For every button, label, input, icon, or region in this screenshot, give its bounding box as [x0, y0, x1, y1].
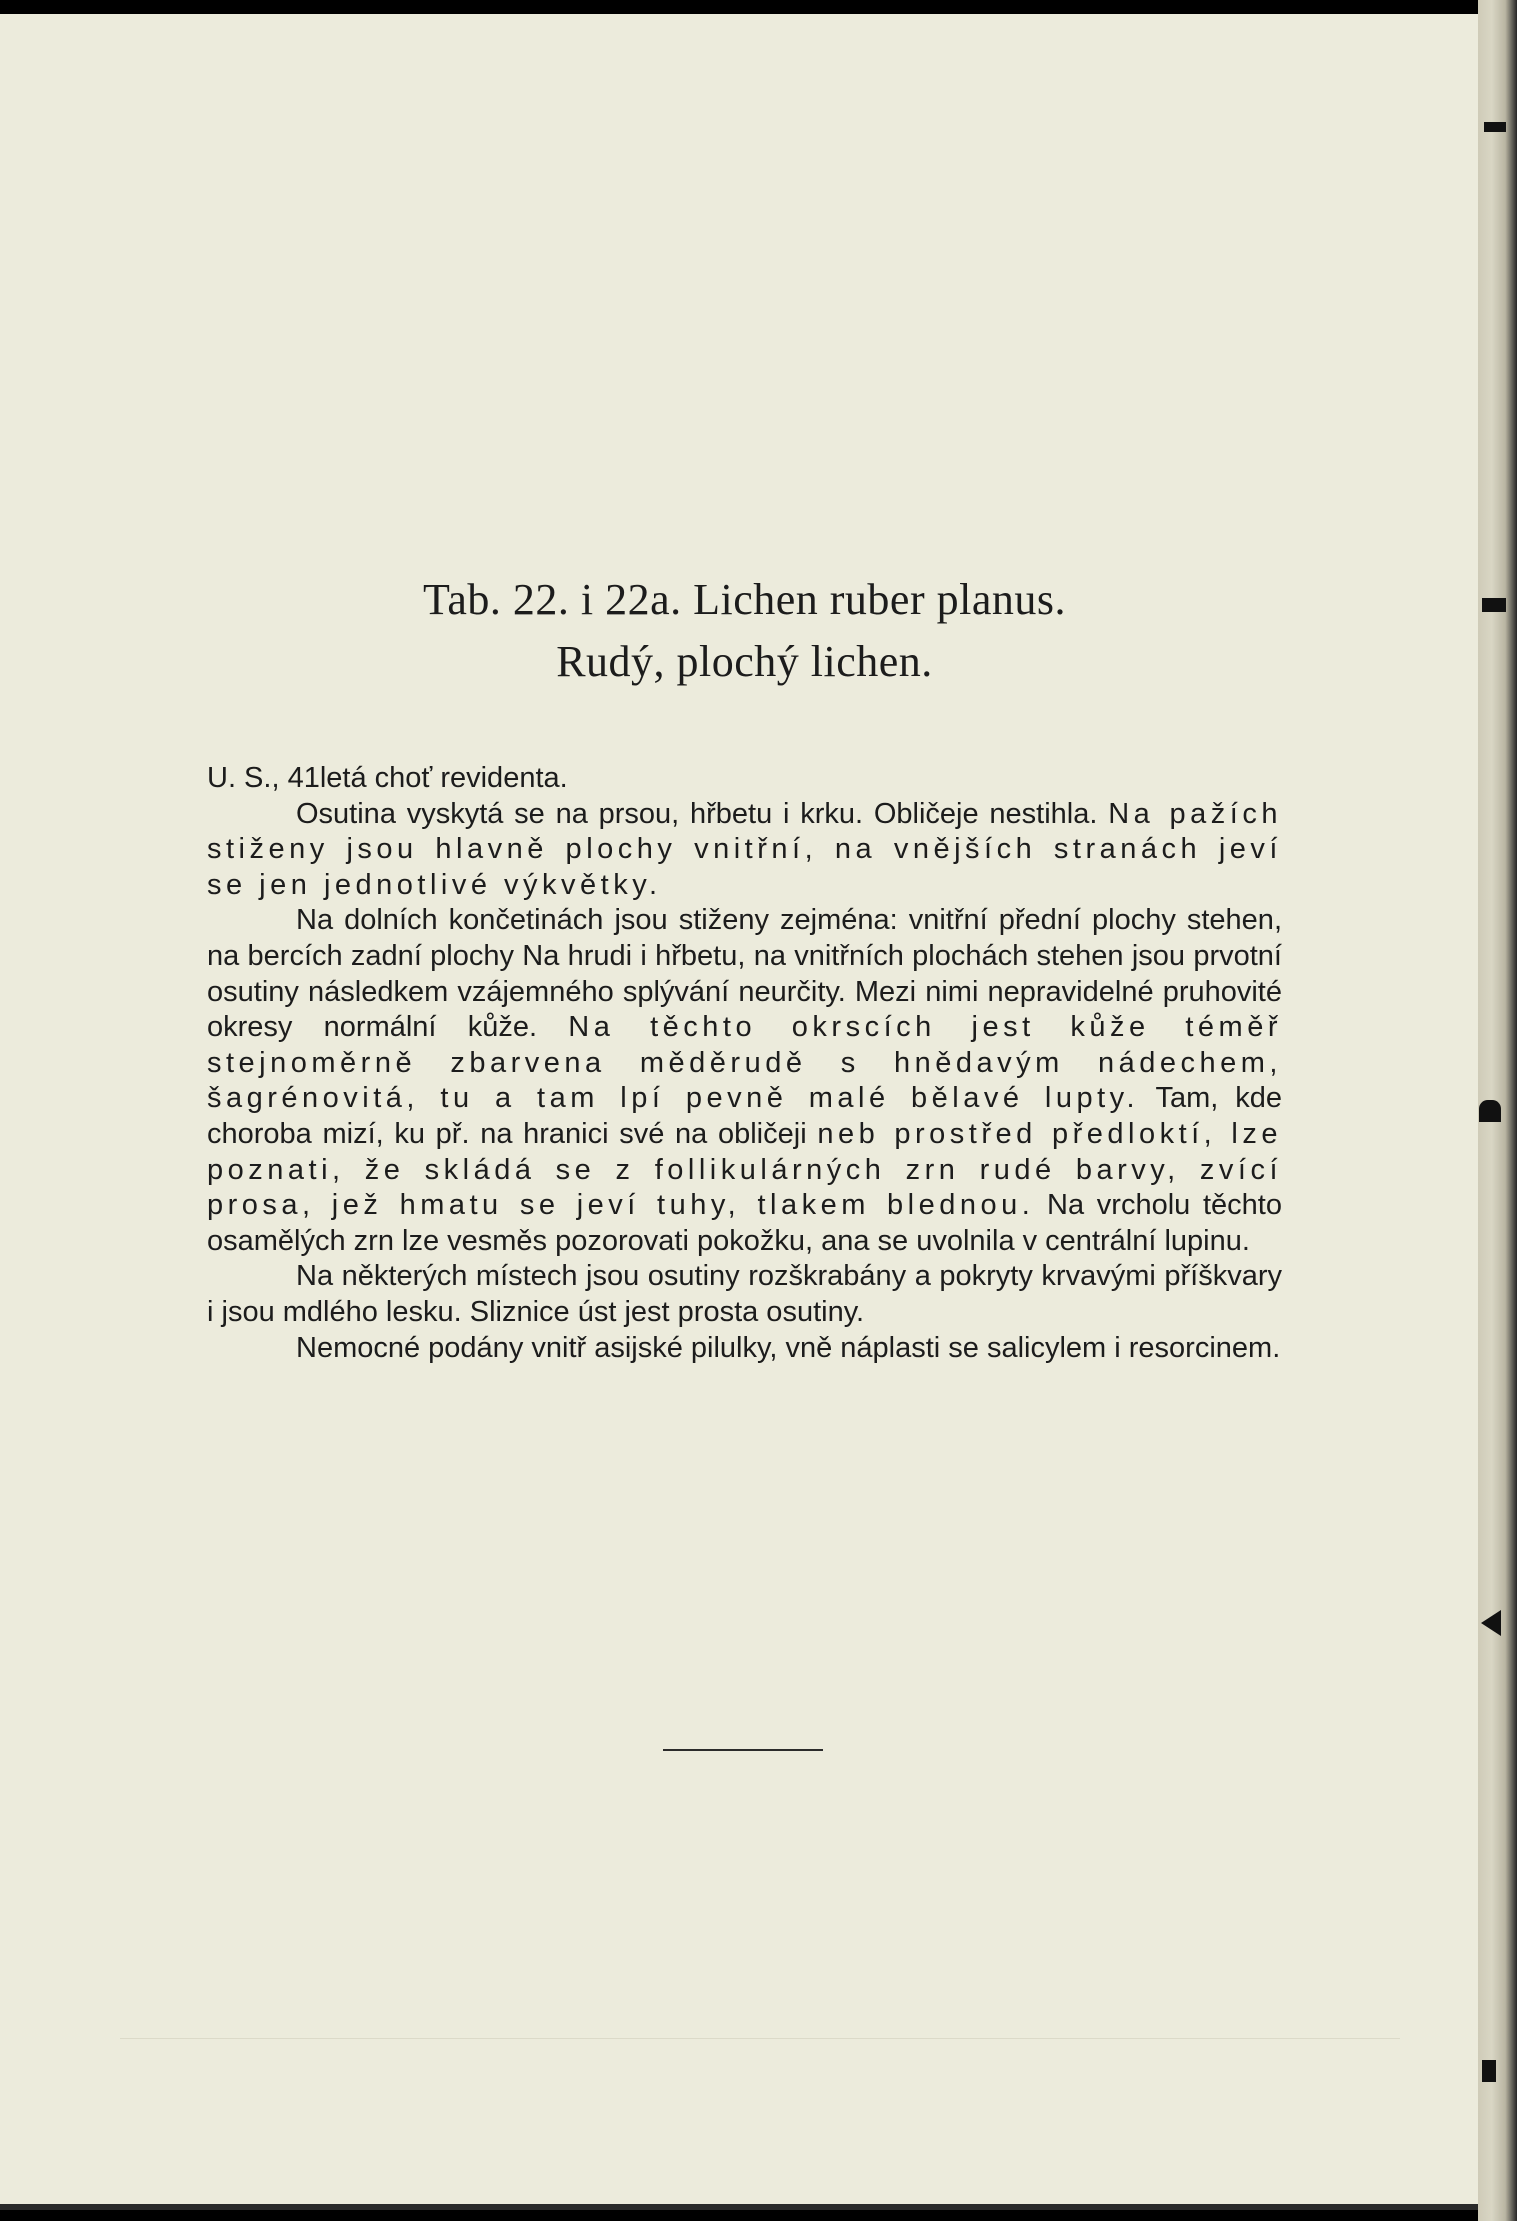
- title-line-1: Tab. 22. i 22a. Lichen ruber planus.: [423, 575, 1066, 624]
- spine-mark: [1481, 1610, 1501, 1636]
- spine-mark: [1482, 598, 1506, 612]
- closing-rule: [663, 1749, 823, 1751]
- paragraph-2-part-3: Tam, kde choroba mizí, ku př. na hranici své na obličeji: [207, 1082, 1282, 1150]
- paragraph-2-part-5: Na vrcholu těchto osamělých zrn lze vesměs pozorovati pokožku, ana se uvolnila v centrální lupinu.: [207, 1189, 1282, 1257]
- case-description: [207, 761, 1282, 1366]
- paragraph-1-part-2-spaced: Na pažích stiženy jsou hlavně plochy vnitřní, na vnějších stranách jeví se jen jednotlivé výkvětky.: [207, 797, 1282, 901]
- spine-mark: [1482, 2060, 1496, 2082]
- paper-sheet: [0, 14, 1478, 2210]
- patient-line: U. S., 41letá choť revidenta.: [207, 762, 568, 794]
- faint-line: [120, 2038, 1400, 2039]
- page-title: [207, 569, 1282, 693]
- paragraph-2-part-4-spaced: neb prostřed předloktí, lze poznati, že skládá se z follikulárných zrn rudé barvy, zvící prosa, jež hmatu se jeví tuhy, tlakem blednou.: [207, 1117, 1282, 1222]
- paragraph-2-part-1: Na dolních končetinách jsou stiženy zejména: vnitřní přední plochy stehen, na bercích zadní plochy Na hrudi i hřbetu, na vnitřních plochách stehen jsou prvotní osutiny následkem vzájemného splývání neurčity. Mezi nimi nepravidelné pruhovité okresy normální kůže.: [207, 904, 1282, 1044]
- spine-mark: [1484, 122, 1506, 132]
- book-spine-edge: [1478, 0, 1517, 2221]
- paragraph-4: Nemocné podány vnitř asijské pilulky, vně náplasti se salicylem i resorcinem.: [296, 1331, 1281, 1364]
- paragraph-3: Na některých místech jsou osutiny rozškrabány a pokryty krvavými příškvary i jsou mdlého lesku. Sliznice úst jest prosta osutiny.: [207, 1260, 1282, 1328]
- paragraph-1-text: [207, 797, 1282, 904]
- paragraph-2-part-2-spaced: Na těchto okrscích jest kůže téměř stejnoměrně zbarvena měděrudě s hnědavým nádechem, šagrénovitá, tu a tam lpí pevně malé bělavé lupty.: [207, 1011, 1282, 1115]
- paragraph-2: [207, 903, 1282, 1259]
- paragraph-1: [207, 761, 1282, 903]
- paragraph-1-part-1: Osutina vyskytá se na prsou, hřbetu i krku. Obličeje nestihla.: [296, 797, 1109, 830]
- page-content: [207, 569, 1282, 1366]
- spine-mark: [1479, 1100, 1501, 1122]
- title-line-2: Rudý, plochý lichen.: [556, 637, 933, 686]
